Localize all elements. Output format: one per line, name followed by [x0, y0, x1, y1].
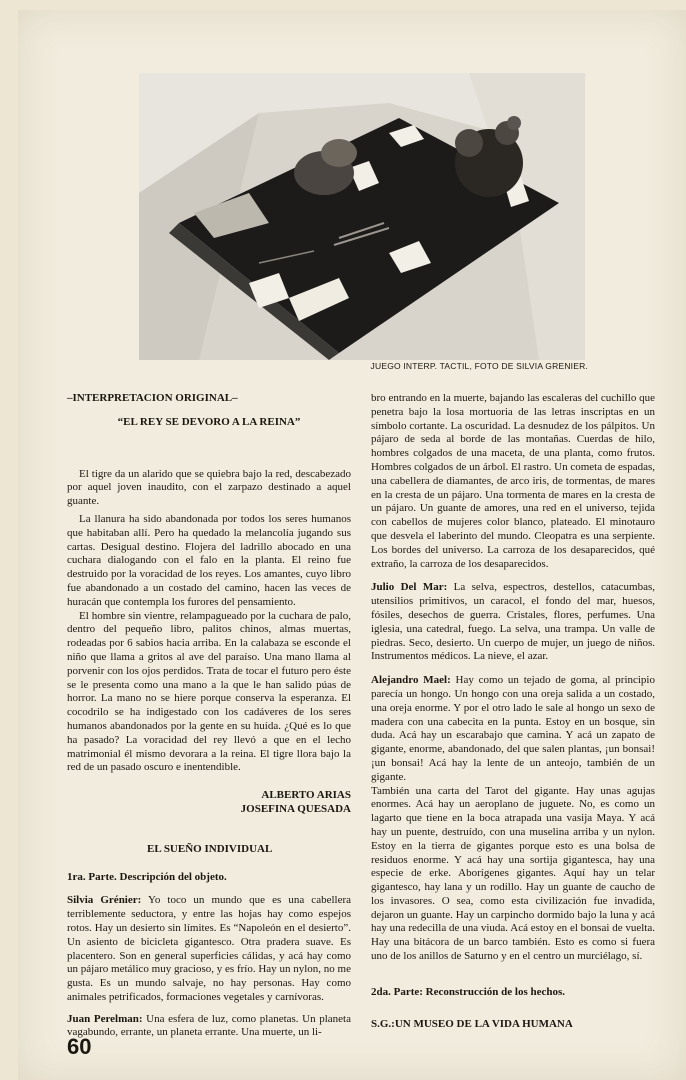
- photo: [139, 73, 585, 360]
- entry-text: Hay como un tejado de goma, al principio parecía un hongo. Un hongo con una oreja salida a un costado, una oreja enorme. Y por el otro lado le sale al hongo un sexo de madera con una cabecita en la punta. Estoy en un bosque, sin duda. Acá hay un escarabajo que camina. Y acá un zapato de gigante, enorme, abandonado, del que salen plantas, ¡un bonsai! ¡un bonsai! Acá hay la lente de un anteojo, también de un gigante.: [371, 674, 655, 783]
- paragraph: También una carta del Tarot del gigante. Hay unas agujas enormes. Acá hay un aeroplano de juguete. No, es como un lagarto que tiene en la boca atrapada una vasija Maya. Y acá hay un puente, destruído, con una muselina arriba y un nylon. Estoy en la tierra de gigantes porque esto es una bolsa de residuos enorme. Y acá hay una sortija gigantesca, hay una especie de erke. Aborígenes gigantes. Aquí hay un telar gigantesco, hay lana y un rodillo. Hay un guante de caucho de los invasores. O sea, como esta civilización fue invadida, dejaron un guante. Hay un carpincho dormido bajo la luna y acá hay una redecilla de una viuda. Acá estoy en el bonsai de vuelta. Hay una bitácora de un barco también. Esto es como si fuera uno de los anillos de Saturno y en el centro un murciélago, sí.: [371, 784, 655, 963]
- museum-heading: S.G.:UN MUSEO DE LA VIDA HUMANA: [371, 1017, 573, 1030]
- part-label: 2da. Parte: Reconstrucción de los hechos.: [371, 985, 566, 998]
- article-title: “EL REY SE DEVORO A LA REINA”: [117, 415, 301, 428]
- entry: [67, 894, 351, 1004]
- entry-text: La selva, espectros, destellos, catacumbas, utensilios primitivos, un caracol, el fondo del mar, huesos, fósiles, desechos de guerra. Cristales, flores, perfumes. Una iglesia, una catedral, fuego. La selva, una trampa. Un valle de piedras. Seco, desierto. Un cuerpo de mujer, un juego de niños. Instrumentos médicos. La nieve, el azar.: [371, 581, 655, 663]
- speaker: Alejandro Mael:: [371, 674, 451, 687]
- paragraph: El tigre da un alarido que se quiebra bajo la red, descabezado por aquel joven inaudito, con el zarpazo destinado a aquel guante.: [67, 467, 351, 508]
- section-label: –INTERPRETACION ORIGINAL–: [67, 392, 238, 404]
- left-column: [67, 392, 351, 1049]
- author: ALBERTO ARIAS: [261, 789, 351, 802]
- part-label: 1ra. Parte. Descripción del objeto.: [67, 870, 227, 883]
- paragraph: El hombre sin vientre, relampagueado por la cuchara de palo, dentro del pequeño libro, palitos chinos, almas muertas, rodeadas por 6 sabios hacia arriba. En la calabaza se esconde el niño que llama a gritos al ave del paraíso. Una mano llama al porvenir con los ojos perdidos. Trata de tocar el futuro pero éste se le presenta como una mano a la que le han salido púas de horror. La mano no se hiere porque conserva la esperanza. El cocodrilo se ha indigestado con los cadáveres de los seres humanos abandonados por la gente en su huída. ¿Qué es lo que ha pasado? La voracidad del rey llevó a que en el lecho matrimonial él mismo devorara a la reina. El tigre llora bajo la red de un pasado oscuro e inentendible.: [67, 609, 351, 774]
- entry-text: Una esfera de luz, como planetas. Un planeta vagabundo, errante, un planeta errante. Una muerte, un li-: [67, 1012, 351, 1039]
- section-title: EL SUEÑO INDIVIDUAL: [147, 842, 273, 855]
- paragraph: La llanura ha sido abandonada por todos los seres humanos que habitaban allí. Pero ha quedado la melancolía jugando sus cartas. Desigual destino. Flojera del ladrillo abocado en una cuchara dialogando con el falo en la planta. El reino fue destruido por la voracidad de los reyes. Los amantes, cuyo libro fue abandonado a un costado del camino, hacen las veces de huracán que contempla los furores del pensamiento.: [67, 512, 351, 608]
- photo-caption: JUEGO INTERP. TACTIL, FOTO DE SILVIA GRENIER.: [370, 361, 588, 371]
- right-column: [371, 392, 655, 1031]
- paragraph: bro entrando en la muerte, bajando las escaleras del cuchillo que penetra bajo la losa mortuoria de las letras inscriptas en un símbolo cortante. La oscuridad. La desnudez de los pálpitos. Un pájaro de seda al borde de las montañas. Cuerdas de hilo, hombres colgados de una maceta, de una planta, como frutos. Hombres colgados de un árbol. El rastro. Un cometa de espadas, una cabellera de diamantes, de arco iris, de tormentas, de mares en la cresta de un pájaro. Una tormenta de mares en la cresta de un pájaro. Un guante de amores, una red en el universo, tejida con cabellos de mujeres color blanco, plateado. El minotauro que desvela el laberinto del mundo. Cleopatra es una serpiente. Los bordes del universo. La carroza de los desaparecidos, qué extraño, la carroza de los desaparecidos.: [371, 392, 655, 570]
- entry-text: Yo toco un mundo que es una cabellera terriblemente seductora, y entre las hojas hay como espejos rotos. Hay un desierto sin límites. Es “Napoleón en el desierto”. Un asiento de bicicleta gigantesco. Otra pradera suave. Es placentero. Son en general superficies cálidas, y acá hay como un pájaro metálico muy gracioso, y es frío. Hay un nylon, no me gusta. Es un mundo salvaje, no hay personas. Hay como animales petrificados, formaciones vegetales y carnívoras.: [67, 894, 351, 1003]
- speaker: Silvia Grénier:: [67, 894, 142, 907]
- page-number: 60: [67, 1034, 92, 1059]
- entry: [371, 581, 655, 664]
- photo-illustration: [139, 73, 585, 360]
- entry: [67, 1013, 351, 1041]
- speaker: Julio Del Mar:: [371, 581, 448, 594]
- author: JOSEFINA QUESADA: [240, 802, 351, 815]
- entry: [371, 674, 655, 784]
- speaker: Juan Perelman:: [67, 1012, 143, 1025]
